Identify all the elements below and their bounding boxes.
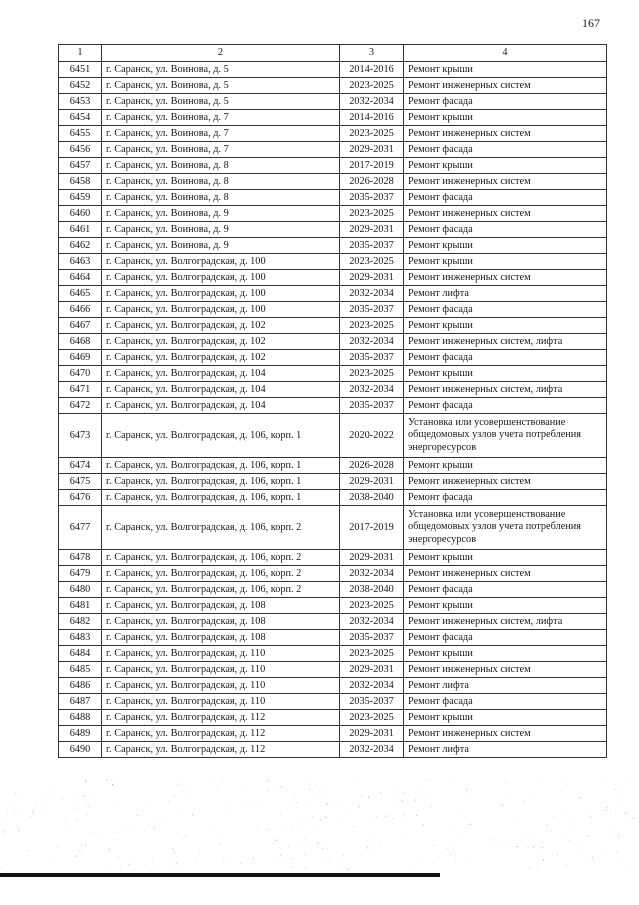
row-work-type: Ремонт крыши [404,366,607,382]
row-period: 2029-2031 [340,550,404,566]
row-work-type: Ремонт крыши [404,710,607,726]
row-address: г. Саранск, ул. Волгоградская, д. 112 [102,742,340,758]
row-period: 2035-2037 [340,190,404,206]
row-work-type: Ремонт фасада [404,222,607,238]
row-period: 2023-2025 [340,598,404,614]
table-row [59,726,607,742]
table-row [59,490,607,506]
table-row [59,270,607,286]
row-number: 6452 [59,78,102,94]
table-row [59,318,607,334]
row-address: г. Саранск, ул. Воинова, д. 7 [102,110,340,126]
row-number: 6490 [59,742,102,758]
row-work-type: Ремонт фасада [404,350,607,366]
row-period: 2029-2031 [340,270,404,286]
row-period: 2023-2025 [340,126,404,142]
row-work-type: Ремонт фасада [404,490,607,506]
row-number: 6456 [59,142,102,158]
row-number: 6451 [59,62,102,78]
row-work-type: Ремонт инженерных систем [404,270,607,286]
row-period: 2014-2016 [340,62,404,78]
row-address: г. Саранск, ул. Волгоградская, д. 112 [102,726,340,742]
row-period: 2023-2025 [340,710,404,726]
table-row [59,254,607,270]
row-period: 2032-2034 [340,94,404,110]
row-address: г. Саранск, ул. Волгоградская, д. 110 [102,646,340,662]
row-address: г. Саранск, ул. Волгоградская, д. 112 [102,710,340,726]
row-number: 6483 [59,630,102,646]
row-period: 2032-2034 [340,286,404,302]
row-period: 2035-2037 [340,630,404,646]
table-row [59,630,607,646]
row-address: г. Саранск, ул. Волгоградская, д. 110 [102,662,340,678]
row-number: 6463 [59,254,102,270]
row-number: 6471 [59,382,102,398]
row-period: 2029-2031 [340,662,404,678]
row-address: г. Саранск, ул. Волгоградская, д. 106, корп. 1 [102,490,340,506]
row-address: г. Саранск, ул. Волгоградская, д. 110 [102,678,340,694]
row-work-type: Установка или усовершенствование общедомовых узлов учета потребления энергоресурсов [404,414,607,458]
row-number: 6461 [59,222,102,238]
row-number: 6481 [59,598,102,614]
row-address: г. Саранск, ул. Воинова, д. 8 [102,158,340,174]
table-row [59,78,607,94]
row-number: 6487 [59,694,102,710]
table-row [59,158,607,174]
table-row [59,350,607,366]
row-period: 2032-2034 [340,614,404,630]
row-address: г. Саранск, ул. Волгоградская, д. 100 [102,286,340,302]
row-work-type: Ремонт инженерных систем [404,662,607,678]
row-number: 6453 [59,94,102,110]
table-row [59,366,607,382]
row-address: г. Саранск, ул. Волгоградская, д. 106, корп. 2 [102,550,340,566]
row-address: г. Саранск, ул. Воинова, д. 8 [102,174,340,190]
row-address: г. Саранск, ул. Волгоградская, д. 102 [102,350,340,366]
page-number: 167 [582,16,600,30]
row-number: 6457 [59,158,102,174]
row-period: 2029-2031 [340,142,404,158]
row-address: г. Саранск, ул. Волгоградская, д. 102 [102,334,340,350]
table-row [59,710,607,726]
row-period: 2032-2034 [340,678,404,694]
row-number: 6482 [59,614,102,630]
table-row [59,474,607,490]
table-row [59,742,607,758]
row-number: 6489 [59,726,102,742]
row-period: 2023-2025 [340,254,404,270]
row-period: 2032-2034 [340,742,404,758]
row-number: 6476 [59,490,102,506]
row-period: 2038-2040 [340,582,404,598]
row-address: г. Саранск, ул. Воинова, д. 5 [102,78,340,94]
row-period: 2017-2019 [340,506,404,550]
row-number: 6485 [59,662,102,678]
row-work-type: Ремонт крыши [404,318,607,334]
row-number: 6458 [59,174,102,190]
row-period: 2023-2025 [340,318,404,334]
row-work-type: Установка или усовершенствование общедомовых узлов учета потребления энергоресурсов [404,506,607,550]
table-row [59,398,607,414]
row-work-type: Ремонт лифта [404,678,607,694]
bottom-scan-edge [0,873,440,877]
row-period: 2038-2040 [340,490,404,506]
row-number: 6470 [59,366,102,382]
row-work-type: Ремонт фасада [404,398,607,414]
row-period: 2020-2022 [340,414,404,458]
table-body [59,62,607,758]
row-number: 6455 [59,126,102,142]
row-number: 6477 [59,506,102,550]
table-row [59,694,607,710]
row-work-type: Ремонт инженерных систем [404,474,607,490]
table-row [59,458,607,474]
row-number: 6475 [59,474,102,490]
row-work-type: Ремонт лифта [404,286,607,302]
row-number: 6454 [59,110,102,126]
row-work-type: Ремонт инженерных систем [404,174,607,190]
table-row [59,110,607,126]
row-address: г. Саранск, ул. Волгоградская, д. 100 [102,302,340,318]
row-work-type: Ремонт инженерных систем [404,126,607,142]
row-work-type: Ремонт крыши [404,238,607,254]
table-row [59,286,607,302]
row-period: 2023-2025 [340,206,404,222]
table-row [59,614,607,630]
row-number: 6484 [59,646,102,662]
table-row [59,566,607,582]
row-period: 2023-2025 [340,78,404,94]
row-number: 6473 [59,414,102,458]
table-header-row [59,45,607,62]
row-work-type: Ремонт крыши [404,62,607,78]
capital-repair-table [58,44,607,758]
row-number: 6478 [59,550,102,566]
row-period: 2026-2028 [340,458,404,474]
row-work-type: Ремонт инженерных систем, лифта [404,614,607,630]
row-number: 6479 [59,566,102,582]
row-work-type: Ремонт инженерных систем [404,566,607,582]
row-address: г. Саранск, ул. Воинова, д. 7 [102,126,340,142]
row-number: 6462 [59,238,102,254]
row-period: 2029-2031 [340,726,404,742]
row-number: 6467 [59,318,102,334]
table-row [59,646,607,662]
table-row [59,506,607,550]
table-row [59,302,607,318]
row-number: 6460 [59,206,102,222]
row-period: 2035-2037 [340,350,404,366]
table-row [59,190,607,206]
row-period: 2029-2031 [340,222,404,238]
table-row [59,382,607,398]
row-number: 6472 [59,398,102,414]
row-work-type: Ремонт крыши [404,110,607,126]
row-work-type: Ремонт фасада [404,190,607,206]
row-period: 2035-2037 [340,238,404,254]
row-period: 2032-2034 [340,382,404,398]
row-work-type: Ремонт фасада [404,94,607,110]
row-address: г. Саранск, ул. Воинова, д. 9 [102,238,340,254]
row-address: г. Саранск, ул. Волгоградская, д. 100 [102,270,340,286]
row-period: 2014-2016 [340,110,404,126]
column-header-2: 2 [102,45,340,62]
row-number: 6459 [59,190,102,206]
row-number: 6465 [59,286,102,302]
row-address: г. Саранск, ул. Волгоградская, д. 106, корп. 1 [102,414,340,458]
row-address: г. Саранск, ул. Волгоградская, д. 106, корп. 2 [102,506,340,550]
row-period: 2029-2031 [340,474,404,490]
row-address: г. Саранск, ул. Воинова, д. 8 [102,190,340,206]
row-address: г. Саранск, ул. Воинова, д. 9 [102,222,340,238]
row-work-type: Ремонт инженерных систем [404,78,607,94]
row-address: г. Саранск, ул. Волгоградская, д. 106, корп. 2 [102,566,340,582]
row-address: г. Саранск, ул. Волгоградская, д. 106, корп. 2 [102,582,340,598]
row-work-type: Ремонт крыши [404,158,607,174]
row-period: 2023-2025 [340,366,404,382]
table-row [59,662,607,678]
row-number: 6466 [59,302,102,318]
table-row [59,678,607,694]
row-work-type: Ремонт крыши [404,646,607,662]
table-row [59,414,607,458]
row-address: г. Саранск, ул. Воинова, д. 5 [102,62,340,78]
row-address: г. Саранск, ул. Воинова, д. 9 [102,206,340,222]
row-work-type: Ремонт фасада [404,694,607,710]
row-address: г. Саранск, ул. Воинова, д. 5 [102,94,340,110]
row-address: г. Саранск, ул. Волгоградская, д. 106, корп. 1 [102,474,340,490]
table-row [59,62,607,78]
row-period: 2035-2037 [340,302,404,318]
row-period: 2035-2037 [340,398,404,414]
row-period: 2032-2034 [340,334,404,350]
column-header-3: 3 [340,45,404,62]
row-period: 2023-2025 [340,646,404,662]
row-address: г. Саранск, ул. Волгоградская, д. 100 [102,254,340,270]
row-period: 2026-2028 [340,174,404,190]
row-address: г. Саранск, ул. Волгоградская, д. 108 [102,614,340,630]
row-work-type: Ремонт крыши [404,254,607,270]
table-row [59,598,607,614]
row-work-type: Ремонт инженерных систем, лифта [404,334,607,350]
table-row [59,550,607,566]
column-header-4: 4 [404,45,607,62]
row-number: 6488 [59,710,102,726]
row-work-type: Ремонт инженерных систем [404,726,607,742]
row-address: г. Саранск, ул. Волгоградская, д. 104 [102,382,340,398]
row-work-type: Ремонт фасада [404,582,607,598]
table-row [59,222,607,238]
row-number: 6480 [59,582,102,598]
row-address: г. Саранск, ул. Волгоградская, д. 110 [102,694,340,710]
row-work-type: Ремонт инженерных систем, лифта [404,382,607,398]
table-row [59,238,607,254]
row-period: 2017-2019 [340,158,404,174]
row-number: 6469 [59,350,102,366]
row-work-type: Ремонт инженерных систем [404,206,607,222]
row-work-type: Ремонт фасада [404,302,607,318]
row-number: 6464 [59,270,102,286]
row-address: г. Саранск, ул. Волгоградская, д. 104 [102,366,340,382]
table-row [59,206,607,222]
row-period: 2035-2037 [340,694,404,710]
column-header-1: 1 [59,45,102,62]
table-row [59,142,607,158]
row-address: г. Саранск, ул. Воинова, д. 7 [102,142,340,158]
row-work-type: Ремонт крыши [404,550,607,566]
row-work-type: Ремонт крыши [404,598,607,614]
row-address: г. Саранск, ул. Волгоградская, д. 106, корп. 1 [102,458,340,474]
row-address: г. Саранск, ул. Волгоградская, д. 108 [102,598,340,614]
table-row [59,94,607,110]
row-work-type: Ремонт фасада [404,630,607,646]
row-number: 6468 [59,334,102,350]
row-address: г. Саранск, ул. Волгоградская, д. 102 [102,318,340,334]
row-work-type: Ремонт крыши [404,458,607,474]
row-address: г. Саранск, ул. Волгоградская, д. 108 [102,630,340,646]
row-work-type: Ремонт фасада [404,142,607,158]
table-row [59,126,607,142]
table-row [59,174,607,190]
row-work-type: Ремонт лифта [404,742,607,758]
row-number: 6474 [59,458,102,474]
row-number: 6486 [59,678,102,694]
row-address: г. Саранск, ул. Волгоградская, д. 104 [102,398,340,414]
row-period: 2032-2034 [340,566,404,582]
table-row [59,582,607,598]
scan-noise [0,780,639,870]
table-row [59,334,607,350]
